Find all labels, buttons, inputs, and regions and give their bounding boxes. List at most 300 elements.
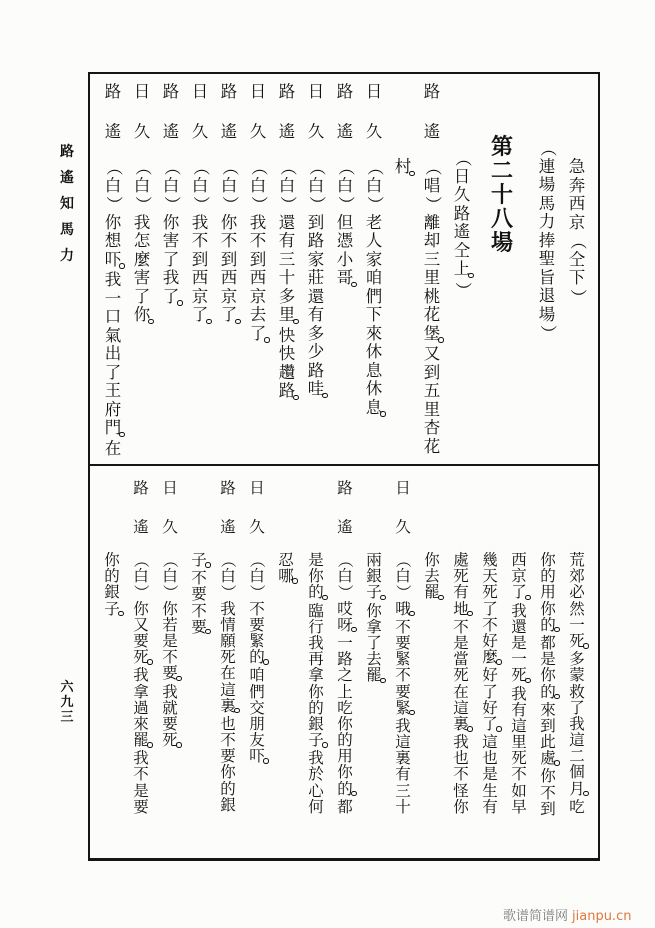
glyph: 里 — [278, 305, 296, 324]
glyph: 要 — [162, 664, 178, 683]
glyph: 不 — [191, 601, 207, 620]
punctuation-circle — [248, 764, 266, 766]
glyph: 我 — [162, 268, 180, 287]
glyph: 然 — [569, 599, 585, 618]
glyph: 的 — [249, 648, 265, 667]
glyph: 知 — [60, 196, 74, 212]
glyph: （ — [336, 159, 356, 176]
glyph: （ — [220, 159, 240, 176]
punctuation-circle — [539, 633, 557, 635]
glyph: 路 — [423, 82, 441, 101]
glyph: 到 — [307, 212, 325, 232]
glyph: 拿 — [308, 666, 324, 685]
speaker-name — [191, 83, 209, 163]
glyph: 白 — [104, 175, 122, 195]
glyph: 要 — [220, 747, 236, 766]
glyph: 久 — [249, 122, 267, 141]
glyph: 我 — [104, 270, 122, 289]
glyph: 不 — [395, 617, 411, 636]
glyph: 場 — [490, 230, 513, 256]
speaker-name — [307, 83, 325, 163]
glyph: 要 — [395, 633, 411, 652]
glyph: 京 — [568, 212, 586, 232]
glyph: 是 — [133, 781, 149, 800]
glyph: 你 — [133, 305, 151, 324]
glyph: 我 — [308, 633, 324, 652]
punctuation-circle — [423, 343, 441, 345]
glyph: 到 — [220, 249, 238, 269]
glyph: 杏 — [423, 418, 441, 437]
glyph: 遙 — [104, 122, 122, 141]
glyph: 裏 — [395, 749, 411, 768]
dialogue-text — [103, 552, 121, 619]
glyph: 吃 — [569, 797, 585, 816]
glyph: 死 — [482, 583, 498, 602]
speaker-name — [249, 83, 267, 163]
glyph: 馬 — [60, 222, 74, 238]
glyph: 你 — [424, 551, 440, 569]
glyph: 路 — [278, 82, 296, 101]
glyph: 拿 — [133, 682, 149, 701]
glyph: 了 — [366, 633, 382, 652]
glyph: 白 — [162, 567, 178, 586]
glyph: 久 — [133, 122, 151, 141]
glyph: 憑 — [336, 231, 354, 250]
glyph: 白 — [249, 567, 265, 586]
glyph: 了 — [511, 583, 527, 602]
glyph: 你 — [133, 599, 149, 618]
glyph: 了 — [162, 249, 180, 269]
glyph: 有 — [511, 700, 527, 719]
dialogue-text — [336, 158, 354, 290]
punctuation-circle — [365, 601, 383, 603]
glyph: 路 — [337, 479, 353, 497]
glyph: 白 — [307, 175, 325, 195]
glyph: （ — [394, 552, 413, 568]
dialogue-text — [539, 552, 557, 817]
glyph: 遙 — [337, 517, 353, 536]
glyph: 郊 — [569, 567, 585, 586]
dialogue-text — [220, 158, 238, 327]
speaker-name — [104, 83, 122, 163]
punctuation-circle — [568, 797, 586, 799]
glyph: 不 — [191, 569, 207, 588]
glyph: 京 — [511, 567, 527, 586]
glyph: ） — [162, 196, 182, 213]
glyph: （ — [133, 159, 153, 176]
glyph: 桃 — [423, 286, 441, 306]
glyph: 白 — [337, 567, 353, 586]
glyph: 里 — [423, 268, 441, 287]
glyph: 還 — [278, 212, 296, 232]
glyph: 的 — [540, 682, 556, 701]
speaker-name — [365, 83, 383, 163]
punctuation-circle — [219, 714, 237, 716]
glyph: 怎 — [133, 231, 151, 250]
glyph: 何 — [308, 797, 324, 816]
glyph: 白 — [249, 175, 267, 195]
glyph: ） — [133, 196, 153, 213]
dialogue-text — [278, 158, 296, 403]
glyph: 子 — [308, 731, 324, 750]
dialogue-text — [219, 552, 237, 813]
glyph: 王 — [104, 381, 122, 400]
glyph: 咱 — [249, 666, 265, 685]
glyph: 日 — [191, 82, 209, 101]
glyph: 久 — [395, 517, 411, 536]
watermark-domain: jianpu.cn — [572, 909, 632, 924]
running-title — [59, 139, 75, 269]
glyph: ） — [278, 196, 298, 213]
glyph: 想 — [104, 231, 122, 250]
glyph: 們 — [249, 682, 265, 701]
glyph: 麼 — [482, 648, 498, 667]
glyph: （ — [538, 140, 558, 157]
glyph: 一 — [337, 633, 353, 652]
glyph: 到 — [540, 716, 556, 735]
glyph: 在 — [104, 438, 122, 458]
glyph: 也 — [453, 749, 469, 768]
glyph: 你 — [540, 767, 556, 786]
glyph: 西 — [568, 194, 586, 213]
glyph: 你 — [104, 551, 120, 569]
glyph: （ — [191, 159, 211, 176]
glyph: 了 — [482, 682, 498, 701]
speaker-name — [336, 83, 354, 163]
dialogue-text — [162, 158, 180, 308]
glyph: 老 — [365, 212, 383, 232]
glyph: 必 — [569, 583, 585, 602]
glyph: 十 — [395, 797, 411, 816]
glyph: 都 — [540, 633, 556, 652]
glyph: 日 — [162, 479, 178, 497]
glyph: 十 — [490, 182, 513, 208]
punctuation-circle — [568, 649, 586, 651]
glyph: 罷 — [133, 731, 149, 750]
glyph: 我 — [220, 599, 236, 618]
glyph: 趲 — [278, 362, 296, 382]
glyph: 是 — [308, 551, 324, 569]
glyph: 五 — [423, 381, 441, 400]
glyph: 了 — [482, 714, 498, 733]
punctuation-circle — [307, 399, 325, 401]
glyph: 白 — [133, 175, 151, 195]
stage-direction-text — [568, 158, 586, 306]
glyph: 遙 — [133, 517, 149, 536]
glyph: 一 — [104, 288, 122, 308]
glyph: 力 — [538, 212, 556, 231]
glyph: 銀 — [308, 714, 324, 733]
glyph: 下 — [365, 305, 383, 324]
glyph: 堡 — [423, 323, 441, 343]
glyph: 這 — [482, 733, 498, 752]
glyph: 在 — [220, 664, 236, 683]
glyph: 咱 — [365, 268, 383, 287]
glyph: 是 — [453, 633, 469, 652]
glyph: 死 — [569, 631, 585, 650]
glyph: 日 — [133, 82, 151, 101]
punctuation-circle — [220, 325, 238, 327]
glyph: 吃 — [337, 698, 353, 717]
glyph: 銀 — [104, 583, 120, 602]
glyph: 去 — [366, 650, 382, 669]
glyph: 京 — [249, 286, 267, 306]
punctuation-circle — [394, 617, 412, 619]
glyph: 過 — [133, 698, 149, 717]
glyph: 京 — [220, 286, 238, 306]
dialogue-text — [133, 158, 151, 327]
glyph: 一 — [511, 650, 527, 669]
dialogue-text — [191, 158, 209, 327]
glyph: 到 — [191, 249, 209, 269]
glyph: 你 — [308, 567, 324, 586]
glyph: 花 — [423, 436, 441, 456]
glyph: 哥 — [336, 268, 354, 287]
glyph: 銀 — [220, 795, 236, 814]
glyph: ） — [394, 584, 413, 601]
glyph: 口 — [104, 307, 122, 326]
glyph: ） — [104, 196, 124, 213]
punctuation-circle — [453, 279, 471, 281]
dialogue-text — [481, 552, 499, 815]
glyph: 去 — [249, 305, 267, 324]
glyph: 的 — [104, 567, 120, 586]
glyph: 唱 — [423, 175, 441, 195]
glyph: 了 — [162, 286, 180, 306]
glyph: 了 — [220, 305, 238, 324]
dialogue-text — [336, 552, 354, 815]
glyph: 久 — [453, 185, 471, 204]
glyph: 也 — [220, 714, 236, 733]
glyph: 了 — [133, 286, 151, 306]
glyph: 情 — [220, 615, 236, 634]
glyph: 這 — [220, 680, 236, 699]
glyph: 西 — [249, 268, 267, 287]
glyph: 緊 — [249, 631, 265, 650]
glyph: 上 — [337, 682, 353, 701]
glyph: 的 — [308, 698, 324, 717]
glyph: 場 — [538, 175, 556, 194]
glyph: 死 — [511, 749, 527, 768]
glyph: 路 — [220, 479, 236, 497]
glyph: 你 — [162, 212, 180, 232]
glyph: 這 — [569, 731, 585, 750]
glyph: 不 — [395, 666, 411, 685]
punctuation-circle — [278, 401, 296, 403]
glyph: 路 — [307, 231, 325, 250]
glyph: 幾 — [482, 551, 498, 569]
glyph: 是 — [511, 633, 527, 652]
glyph: 出 — [104, 344, 122, 363]
glyph: 蒙 — [569, 666, 585, 685]
glyph: 連 — [538, 156, 556, 176]
glyph: 路 — [337, 650, 353, 669]
glyph: 到 — [540, 799, 556, 818]
speaker-name — [394, 480, 412, 558]
glyph: 拿 — [366, 617, 382, 636]
glyph: 的 — [308, 583, 324, 602]
glyph: 白 — [365, 175, 383, 195]
glyph: 這 — [511, 716, 527, 735]
glyph: 六 — [60, 680, 74, 695]
glyph: 害 — [133, 268, 151, 287]
glyph: 奔 — [568, 175, 586, 195]
punctuation-circle — [132, 665, 150, 667]
glyph: 哎 — [337, 599, 353, 618]
glyph: 村 — [394, 157, 412, 176]
glyph: 力 — [60, 248, 74, 264]
glyph: 救 — [569, 682, 585, 701]
glyph: 天 — [482, 567, 498, 586]
punctuation-circle — [191, 325, 209, 327]
glyph: 小 — [336, 249, 354, 269]
glyph: 日 — [249, 479, 265, 497]
dialogue-text — [394, 158, 412, 179]
glyph: 就 — [162, 698, 178, 717]
punctuation-circle — [104, 438, 122, 440]
glyph: 罷 — [366, 666, 382, 685]
dialogue-text — [452, 552, 470, 815]
glyph: ） — [538, 325, 558, 342]
speaker-name — [423, 83, 441, 163]
glyph: ） — [336, 196, 356, 213]
glyph: 花 — [423, 305, 441, 324]
glyph: 場 — [538, 304, 556, 324]
glyph: 有 — [278, 231, 296, 250]
glyph: 久 — [307, 122, 325, 141]
glyph: 都 — [337, 797, 353, 816]
glyph: 九 — [60, 695, 74, 710]
glyph: 久 — [365, 122, 383, 141]
speaker-name — [278, 83, 296, 163]
glyph: 我 — [453, 733, 469, 752]
punctuation-circle — [103, 617, 121, 619]
glyph: 忍 — [278, 551, 294, 569]
glyph: 當 — [453, 650, 469, 669]
punctuation-circle — [104, 269, 122, 271]
glyph: 要 — [162, 714, 178, 733]
glyph: 要 — [191, 585, 207, 604]
glyph: 死 — [133, 648, 149, 667]
glyph: 西 — [511, 551, 527, 569]
glyph: 也 — [482, 749, 498, 768]
glyph: 遙 — [220, 122, 238, 141]
glyph: 第 — [490, 134, 513, 160]
glyph: 休 — [365, 379, 383, 398]
glyph: 我 — [133, 749, 149, 768]
glyph: 荒 — [569, 551, 585, 569]
dialogue-text — [568, 552, 586, 815]
punctuation-circle — [277, 584, 295, 586]
glyph: 是 — [162, 631, 178, 650]
glyph: （ — [336, 552, 355, 568]
glyph: 不 — [482, 615, 498, 634]
glyph: 遙 — [220, 517, 236, 536]
glyph: 有 — [307, 305, 325, 324]
glyph: 朋 — [249, 714, 265, 733]
dialogue-text — [423, 552, 441, 603]
dialogue-text — [510, 552, 528, 815]
glyph: 上 — [453, 259, 471, 278]
glyph: 不 — [249, 231, 267, 250]
watermark-site-name: 歌谱简谱网 — [503, 909, 569, 924]
glyph: 好 — [482, 631, 498, 650]
glyph: 我 — [191, 212, 209, 232]
glyph: 息 — [365, 360, 383, 380]
glyph: 的 — [540, 567, 556, 586]
punctuation-circle — [162, 306, 180, 308]
glyph: 你 — [540, 599, 556, 618]
glyph: （ — [568, 233, 588, 250]
glyph: 我 — [569, 714, 585, 733]
glyph: 子 — [366, 583, 382, 602]
glyph: 日 — [395, 479, 411, 497]
glyph: 八 — [490, 206, 513, 232]
glyph: 我 — [511, 601, 527, 620]
glyph: 旨 — [538, 267, 556, 287]
glyph: 一 — [569, 615, 585, 634]
glyph: 日 — [453, 166, 471, 186]
glyph: 路 — [104, 82, 122, 101]
glyph: 還 — [307, 286, 325, 306]
section-divider — [89, 464, 599, 466]
glyph: 白 — [336, 175, 354, 195]
glyph: 緊 — [395, 650, 411, 669]
glyph: 好 — [482, 666, 498, 685]
glyph: 白 — [220, 567, 236, 586]
glyph: 白 — [220, 175, 238, 195]
glyph: ） — [248, 584, 267, 601]
punctuation-circle — [336, 288, 354, 290]
glyph: 你 — [337, 763, 353, 782]
glyph: 生 — [482, 781, 498, 800]
glyph: 你 — [540, 551, 556, 569]
glyph: 西 — [220, 268, 238, 287]
glyph: ） — [220, 196, 240, 213]
glyph: 久 — [162, 517, 178, 536]
glyph: 臨 — [308, 601, 324, 620]
glyph: 是 — [540, 650, 556, 669]
glyph: 遙 — [60, 170, 74, 186]
glyph: 來 — [540, 700, 556, 719]
glyph: 你 — [104, 212, 122, 232]
glyph: （ — [104, 159, 124, 176]
glyph: 了 — [191, 305, 209, 324]
punctuation-circle — [539, 766, 557, 768]
glyph: 是 — [482, 765, 498, 784]
glyph: 休 — [365, 342, 383, 361]
glyph: （ — [278, 159, 298, 176]
glyph: 你 — [540, 666, 556, 685]
glyph: ） — [453, 281, 473, 298]
punctuation-circle — [249, 343, 267, 345]
glyph: 白 — [191, 175, 209, 195]
glyph: （ — [219, 552, 238, 568]
glyph: 這 — [453, 698, 469, 717]
glyph: 少 — [307, 342, 325, 361]
glyph: ） — [219, 584, 238, 601]
glyph: 三 — [60, 710, 74, 725]
glyph: 遙 — [453, 222, 471, 241]
glyph: 地 — [453, 599, 469, 618]
glyph: 路 — [453, 203, 471, 223]
glyph: 的 — [337, 779, 353, 798]
glyph: 捧 — [538, 230, 556, 250]
glyph: 又 — [133, 615, 149, 634]
glyph: 不 — [220, 231, 238, 250]
glyph: 多 — [278, 286, 296, 306]
glyph: 了 — [482, 599, 498, 618]
